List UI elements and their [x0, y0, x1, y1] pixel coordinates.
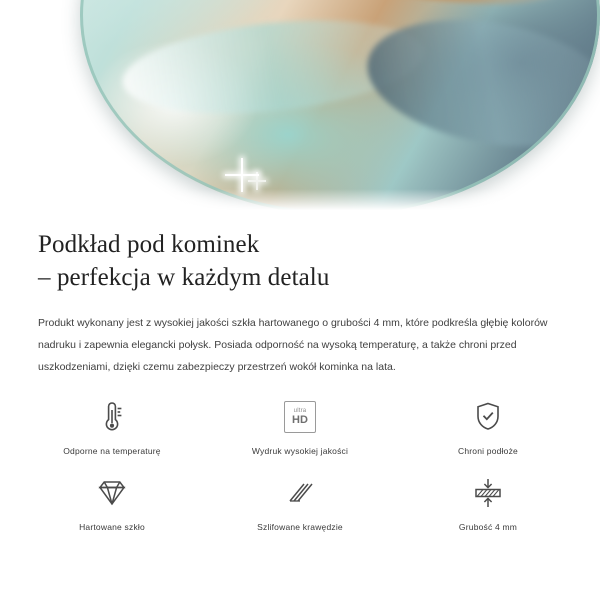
marble-pattern	[80, 0, 600, 215]
ultra-hd-badge-top: ultra	[293, 408, 307, 414]
feature-item-polished-edges	[206, 472, 394, 548]
feature-item-temperature	[18, 396, 206, 472]
thermometer-icon	[95, 396, 129, 438]
glass-disc-graphic	[80, 0, 600, 215]
text-content	[38, 228, 570, 378]
feature-label: Szlifowane krawędzie	[257, 522, 343, 532]
feature-item-tempered-glass	[18, 472, 206, 548]
polished-edges-icon	[282, 472, 318, 514]
feature-item-thickness	[394, 472, 582, 548]
headline-line-1: Podkład pod kominek	[38, 231, 260, 258]
ultra-hd-icon	[284, 396, 316, 438]
feature-grid	[18, 396, 582, 548]
thickness-arrows-icon	[469, 472, 507, 514]
feature-label: Odporne na temperaturę	[63, 446, 161, 456]
page-title	[38, 228, 570, 294]
marble-streak	[357, 2, 600, 164]
feature-label: Hartowane szkło	[79, 522, 145, 532]
feature-label: Grubość 4 mm	[458, 522, 518, 532]
shield-check-icon	[471, 396, 505, 438]
feature-item-print-quality	[206, 396, 394, 472]
body-paragraph: Produkt wykonany jest z wysokiej jakości szkła hartowanego o grubości 4 mm, które podkreśla głębię kolorów nadruku i zapewnia elegancki połysk. Posiada odporność na wysoką temperaturę, a także chroni przed uszkodzeniami, dzięki czemu zabezpieczy przestrzeń wokół kominka na lata.	[38, 317, 548, 373]
feature-label: Chroni podłoże	[458, 446, 518, 456]
hero-image	[0, 0, 600, 215]
hero-fade-overlay	[0, 189, 600, 215]
ultra-hd-badge-bottom: HD	[292, 414, 308, 426]
diamond-icon	[93, 472, 131, 514]
headline-line-2: – perfekcja w każdym detalu	[38, 264, 330, 291]
marble-streak	[295, 0, 572, 18]
feature-item-surface-protection	[394, 396, 582, 472]
feature-label: Wydruk wysokiej jakości	[251, 446, 349, 456]
